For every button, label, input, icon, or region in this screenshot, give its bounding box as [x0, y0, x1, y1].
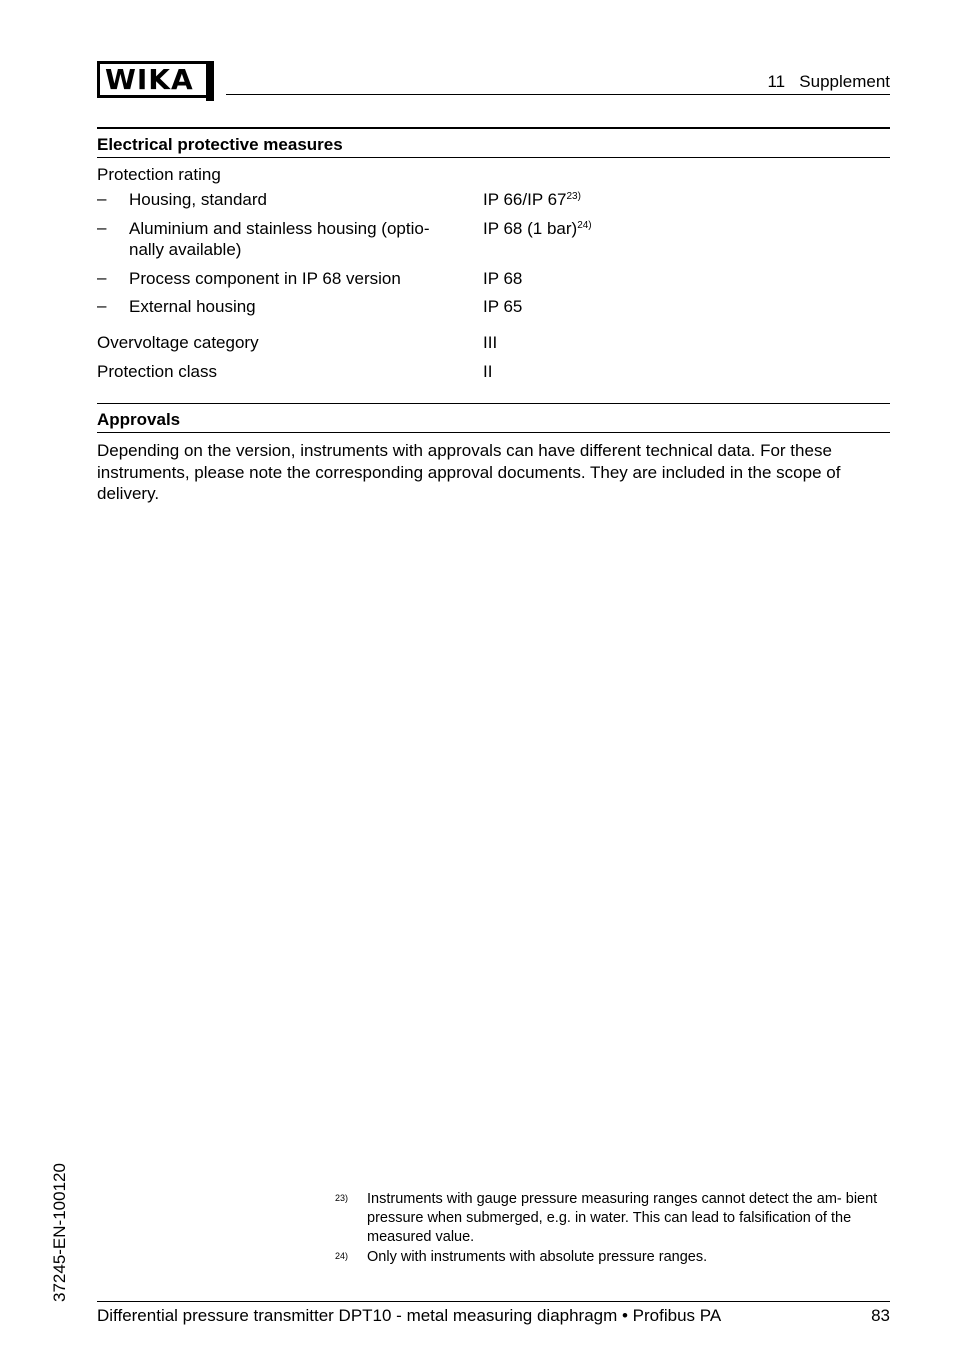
- approvals-paragraph: Depending on the version, instruments with approvals can have different technical data. For these instruments, please note the corresponding approval documents. They are included in the scope of delivery.: [97, 441, 841, 503]
- row-value-housing-standard: IP 66/IP 67$^{23)}$: [483, 190, 581, 209]
- footnote-text: Only with instruments with absolute pressure ranges.: [367, 1249, 708, 1265]
- header-rule: [226, 94, 890, 95]
- protection-rating-label: Protection rating: [97, 165, 221, 184]
- document-code: 37245-EN-100120: [50, 1163, 69, 1302]
- list-dash: –: [97, 189, 107, 208]
- row-value-process-component: IP 68: [483, 269, 523, 288]
- protection-class-label: Protection class: [97, 362, 217, 381]
- header-section: 11 Supplement: [767, 72, 890, 91]
- approvals-rule-bottom: [97, 432, 890, 433]
- overvoltage-label: Overvoltage category: [97, 333, 259, 352]
- logo-bar: [206, 61, 214, 101]
- row-label-aluminium-housing: Aluminium and stainless housing (optio- nally available): [129, 219, 430, 259]
- protection-class-value: II: [483, 362, 493, 381]
- footer-rule: [97, 1301, 890, 1302]
- overvoltage-value: III: [483, 333, 498, 352]
- section-title-electrical: Electrical protective measures: [97, 135, 343, 154]
- list-dash: –: [97, 296, 107, 315]
- section-rule-top: [97, 127, 890, 129]
- section-rule-bottom: [97, 157, 890, 158]
- approvals-rule-top: [97, 403, 890, 404]
- footnote-text: Instruments with gauge pressure measuring ranges cannot detect the am- bient pressure when submerged, e.g. in water. This can lead to falsification of the measured value.: [367, 1191, 878, 1245]
- row-value-external-housing: IP 65: [483, 297, 523, 316]
- footnote-ref: 24): [577, 220, 592, 231]
- list-dash: –: [97, 268, 107, 287]
- row-label-process-component: Process component in IP 68 version: [129, 269, 401, 288]
- footnote-mark: 23): [335, 1193, 349, 1203]
- row-label-housing-standard: Housing, standard: [129, 190, 267, 209]
- wika-logo: [97, 61, 209, 98]
- footnote-mark: 24): [335, 1251, 349, 1261]
- footnote-ref: 23): [566, 191, 581, 202]
- section-title-approvals: Approvals: [97, 410, 181, 429]
- logo-text: WIKA: [105, 63, 194, 96]
- page-number: 83: [871, 1306, 890, 1325]
- footer-text: Differential pressure transmitter DPT10 - metal measuring diaphragm • Profibus PA: [97, 1306, 722, 1325]
- list-dash: –: [97, 218, 107, 237]
- row-label-external-housing: External housing: [129, 297, 256, 316]
- row-value-aluminium-housing: IP 68 (1 bar)$^{24)}$: [483, 219, 592, 238]
